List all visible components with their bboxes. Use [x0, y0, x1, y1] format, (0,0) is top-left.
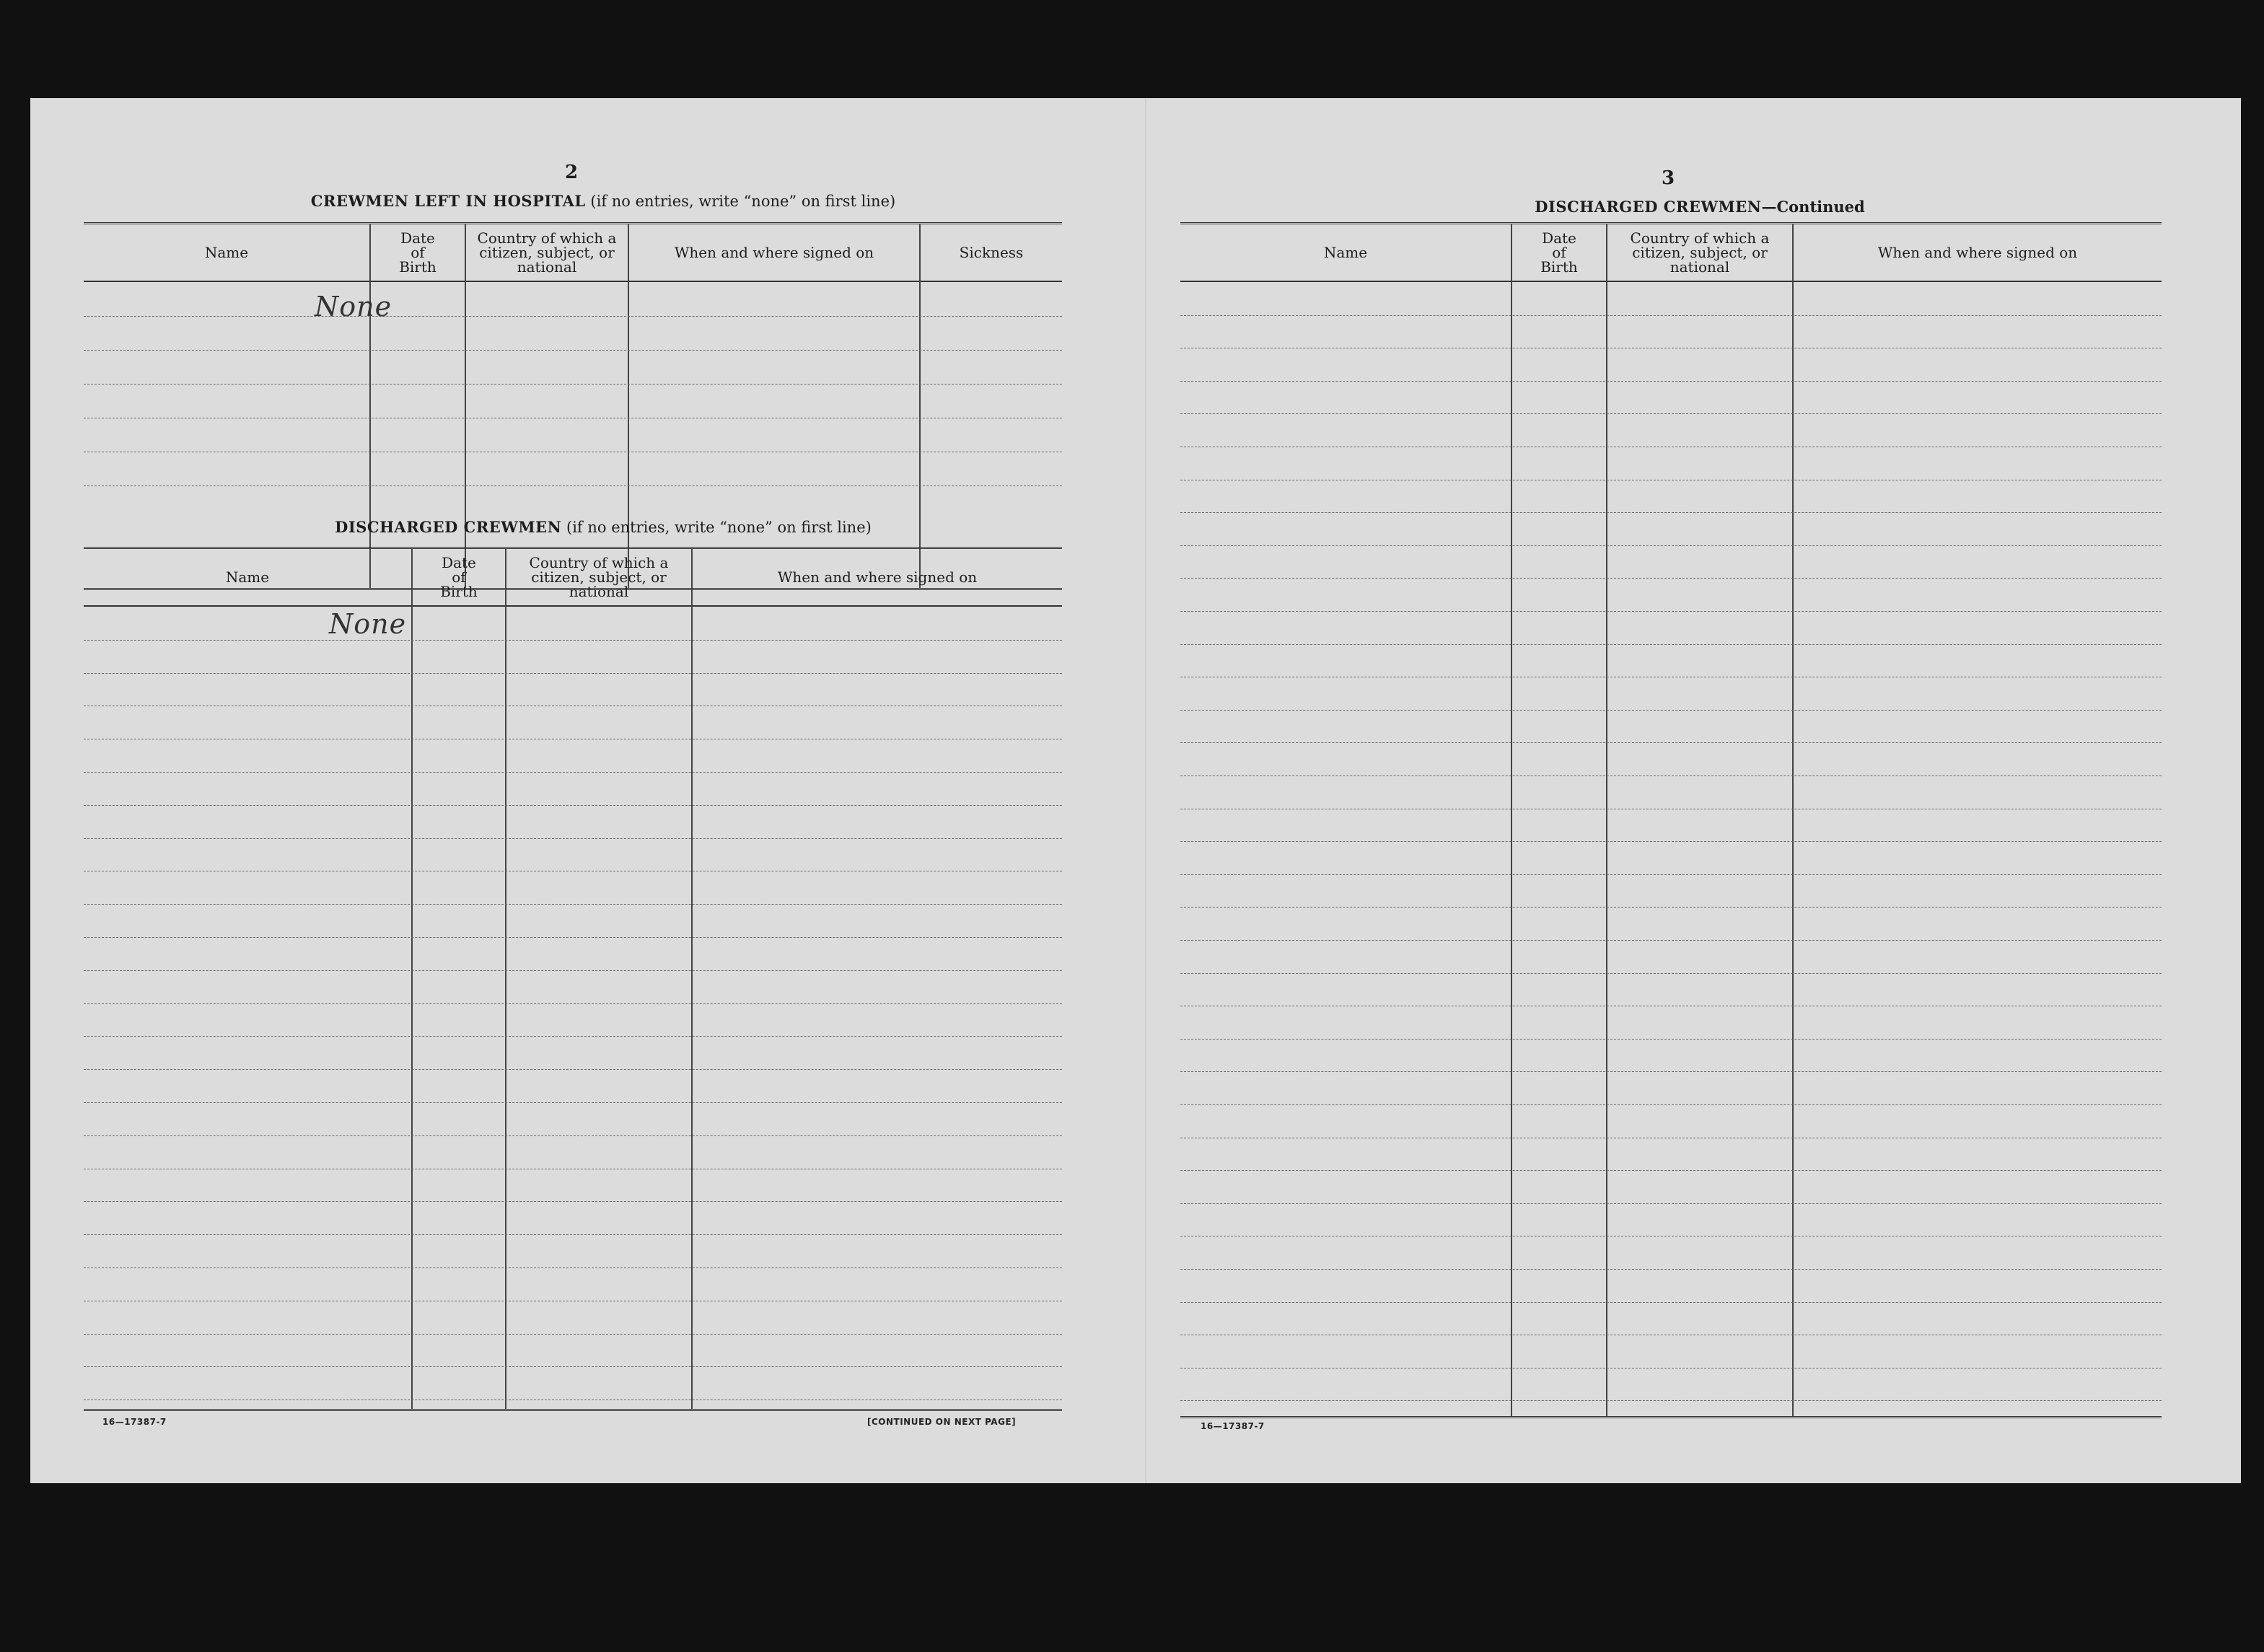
form-row-line	[84, 1036, 1062, 1037]
continued-col-name: Name	[1323, 244, 1368, 261]
hospital-handwritten-none: None	[315, 291, 392, 322]
discharged-col-birth: Date of Birth	[440, 554, 478, 600]
form-row-line	[1180, 1104, 2162, 1105]
form-row-line	[84, 970, 1062, 971]
form-row-line	[1180, 315, 2162, 316]
hospital-table-header	[84, 224, 1062, 282]
form-row-line	[1180, 907, 2162, 908]
form-row-line	[1180, 1302, 2162, 1303]
discharged-continued-suffix: —Continued	[1761, 198, 1865, 216]
form-row-line	[1180, 710, 2162, 711]
form-row-line	[1180, 973, 2162, 974]
form-row-line	[84, 1003, 1062, 1004]
hospital-title-text: CREWMEN LEFT IN HOSPITAL	[310, 192, 586, 210]
continued-divider	[1511, 224, 1512, 1416]
hospital-col-signed-on: When and where signed on	[674, 244, 874, 261]
form-row-line	[84, 1135, 1062, 1136]
hospital-col-sickness: Sickness	[959, 244, 1024, 261]
form-row-line	[1180, 874, 2162, 875]
form-number-left: 16—17387-7	[102, 1417, 167, 1427]
discharged-table	[84, 547, 1062, 1411]
form-row-line	[1180, 742, 2162, 743]
form-row-line	[84, 1234, 1062, 1235]
discharged-continued-title	[1180, 198, 2219, 216]
discharged-divider	[411, 549, 413, 1409]
form-row-line	[84, 904, 1062, 905]
hospital-col-country: Country of which a citizen, subject, or national	[477, 229, 617, 276]
form-row-line	[84, 1334, 1062, 1335]
document-spread	[30, 98, 2241, 1483]
form-row-line	[1180, 413, 2162, 414]
form-row-line	[84, 805, 1062, 806]
continued-divider	[1792, 224, 1794, 1416]
form-row-line	[1180, 545, 2162, 546]
form-row-line	[84, 1366, 1062, 1367]
center-fold	[1145, 98, 1146, 1483]
hospital-section-title	[84, 192, 1123, 210]
form-row-line	[1180, 841, 2162, 842]
form-row-line	[1180, 381, 2162, 382]
discharged-table-header	[84, 549, 1062, 607]
discharged-divider	[505, 549, 506, 1409]
form-row-line	[1180, 1071, 2162, 1072]
form-row-line	[84, 1267, 1062, 1268]
continued-divider	[1606, 224, 1607, 1416]
discharged-title-instruction: (if no entries, write “none” on first line)	[566, 519, 872, 536]
hospital-col-birth: Date of Birth	[399, 229, 436, 276]
hospital-col-name: Name	[204, 244, 249, 261]
continued-note: [CONTINUED ON NEXT PAGE]	[867, 1417, 1017, 1427]
form-row-line	[84, 384, 1062, 385]
form-row-line	[84, 1201, 1062, 1202]
form-row-line	[1180, 1400, 2162, 1401]
page-number-right: 3	[1661, 167, 1675, 189]
discharged-title-text: DISCHARGED CREWMEN	[335, 518, 562, 536]
form-row-line	[84, 772, 1062, 773]
continued-table-header	[1180, 224, 2162, 282]
discharged-col-country: Country of which a citizen, subject, or national	[529, 554, 669, 600]
form-row-line	[84, 1069, 1062, 1070]
form-row-line	[1180, 1269, 2162, 1270]
form-row-line	[84, 316, 1062, 317]
discharged-col-signed-on: When and where signed on	[777, 568, 978, 586]
form-row-line	[84, 640, 1062, 641]
continued-col-country: Country of which a citizen, subject, or national	[1630, 229, 1770, 276]
discharged-col-name: Name	[225, 568, 270, 586]
hospital-title-instruction: (if no entries, write “none” on first line)	[590, 193, 896, 210]
form-row-line	[1180, 940, 2162, 941]
form-number-right: 16—17387-7	[1201, 1421, 1265, 1431]
form-row-line	[1180, 1203, 2162, 1204]
form-row-line	[1180, 644, 2162, 645]
form-row-line	[1180, 611, 2162, 612]
form-row-line	[84, 673, 1062, 674]
form-row-line	[84, 838, 1062, 839]
form-row-line	[1180, 512, 2162, 513]
discharged-divider	[691, 549, 693, 1409]
form-row-line	[84, 350, 1062, 351]
continued-col-birth: Date of Birth	[1540, 229, 1578, 276]
form-row-line	[1180, 1039, 2162, 1040]
form-row-line	[1180, 1170, 2162, 1171]
form-row-line	[1180, 578, 2162, 579]
discharged-continued-table	[1180, 222, 2162, 1418]
form-row-line	[84, 1102, 1062, 1103]
continued-col-signed-on: When and where signed on	[1877, 244, 2078, 261]
discharged-section-title	[84, 518, 1123, 536]
discharged-continued-title-text: DISCHARGED CREWMEN	[1535, 198, 1762, 216]
discharged-handwritten-none: None	[329, 608, 407, 640]
page-number-left: 2	[564, 162, 579, 183]
form-row-line	[84, 937, 1062, 938]
